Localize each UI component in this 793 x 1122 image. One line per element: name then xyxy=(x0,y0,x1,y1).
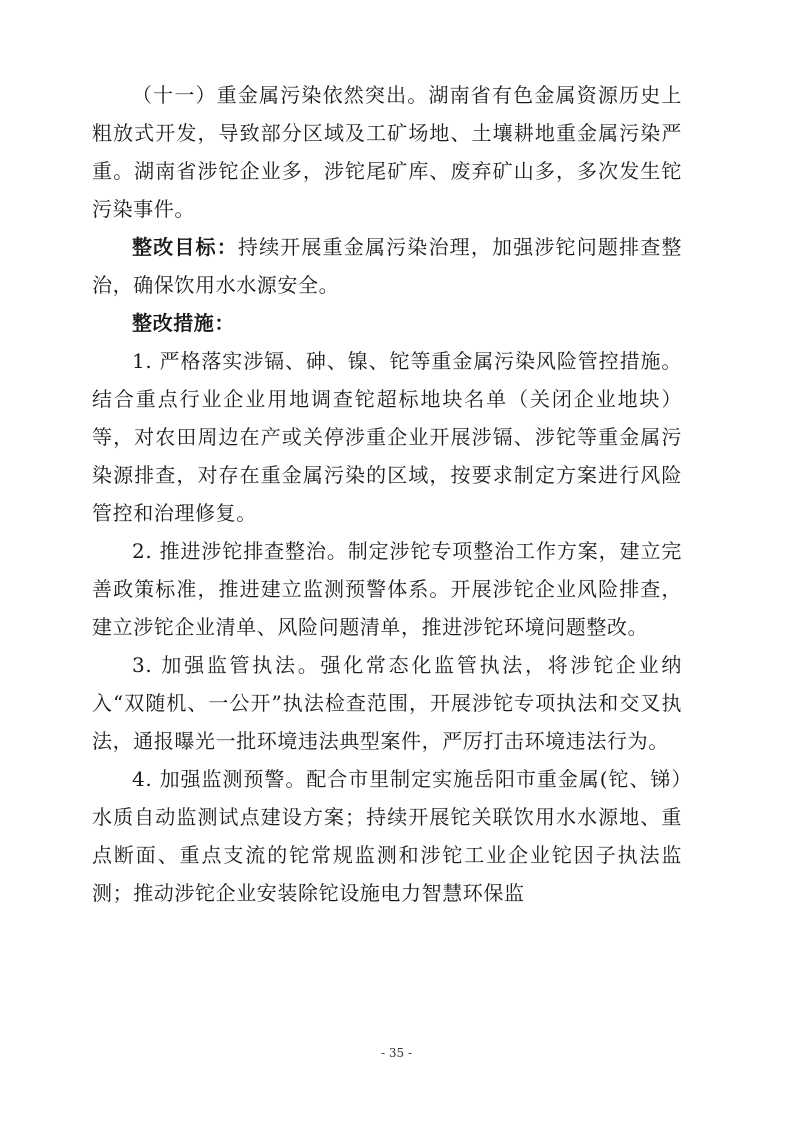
measure-item-3: 3. 加强监管执法。强化常态化监管执法，将涉铊企业纳入“双随机、一公开”执法检查范围，开展涉铊专项执法和交叉执法，通报曝光一批环境违法典型案件，严厉打击环境违法行为。 xyxy=(92,653,682,753)
rectification-goal-text: 持续开展重金属污染治理，加强涉铊问题排查整治，确保饮用水水源安全。 xyxy=(92,235,683,297)
measure-item-1: 1. 严格落实涉镉、砷、镍、铊等重金属污染风险管控措施。结合重点行业企业用地调查铊超标地块名单（关闭企业地块）等，对农田周边在产或关停涉重企业开展涉镉、涉铊等重金属污染源排查，对存在重金属污染的区域，按要求制定方案进行风险管控和治理修复。 xyxy=(92,349,682,525)
measure-item-4: 4. 加强监测预警。配合市里制定实施岳阳市重金属(铊、锑）水质自动监测试点建设方案；持续开展铊关联饮用水水源地、重点断面、重点支流的铊常规监测和涉铊工业企业铊因子执法监测；推动涉铊企业安装除铊设施电力智慧环保监 xyxy=(92,767,682,905)
page-number: - 35 - xyxy=(380,1046,412,1060)
rectification-goal-label: 整改目标： xyxy=(132,235,238,259)
rectification-measures-label: 整改措施： xyxy=(132,311,235,335)
document-body xyxy=(92,76,682,912)
paragraph-heavy-metal-pollution: （十一）重金属污染依然突出。湖南省有色金属资源历史上粗放式开发，导致部分区域及工矿场地、土壤耕地重金属污染严重。湖南省涉铊企业多，涉铊尾矿库、废弃矿山多，多次发生铊污染事件。 xyxy=(92,83,682,221)
measure-item-2: 2. 推进涉铊排查整治。制定涉铊专项整治工作方案，建立完善政策标准，推进建立监测预警体系。开展涉铊企业风险排查，建立涉铊企业清单、风险问题清单，推进涉铊环境问题整改。 xyxy=(92,539,682,639)
paragraph-rectification-measures xyxy=(92,304,682,342)
paragraph-rectification-goal xyxy=(92,228,682,304)
